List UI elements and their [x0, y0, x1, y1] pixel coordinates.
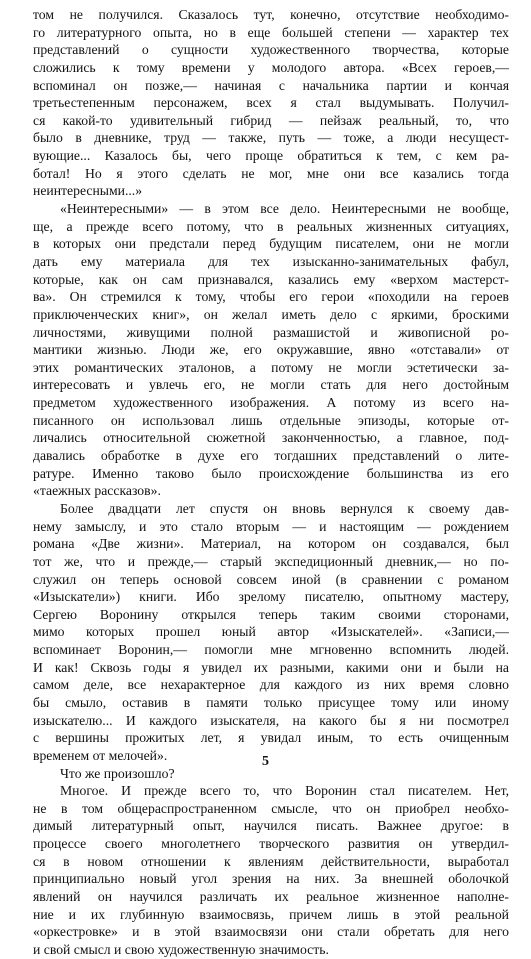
- text-line: вующие... Казалось бы, чего проще обратиться к тем, с кем ра-: [33, 148, 509, 164]
- text-line: ботал! Но я этого сделать не мог, мне они все казались тогда: [33, 165, 509, 181]
- text-line: том не получился. Сказалось тут, конечно, отсутствие необходимо-: [33, 7, 509, 22]
- text-line: И как! Сквозь годы я увидел их разными, какими они и были на: [33, 659, 509, 675]
- text-line: романа «Две жизни». Материал, на котором он создавался, был: [33, 536, 509, 552]
- text-line: мантики жизнью. Люди же, его окружавшие, явно «отставали» от: [33, 342, 509, 358]
- text-line: которые, как он сам признавался, казались ему «верхом мастерст-: [33, 271, 509, 287]
- text-line: Что же произошло?: [60, 765, 175, 781]
- text-line: не в том общераспространенном смысле, что он приобрел необхо-: [33, 800, 509, 816]
- text-line: ся в новом отношении к явлениям действительности, выработал: [33, 853, 509, 869]
- text-line: «таежных рассказов».: [33, 483, 161, 499]
- text-line: ние и их глубинную взаимосвязь, причем лишь в этой реальной: [33, 906, 509, 922]
- text-line: этих романтических эталонов, а потому не могли эстетически за-: [33, 359, 509, 375]
- text-line: мимо которых прошел юный автор «Изыскателей». «Записи,—: [33, 624, 509, 640]
- text-line: изыскателю... И каждого изыскателя, на какого бы я ни посмотрел: [33, 712, 509, 728]
- text-line: нему замыслу, и это стало вторым — и настоящим — рождением: [33, 518, 509, 534]
- text-line: вспоминает Воронин,— помогли мне мгновенно вспомнить людей.: [33, 642, 509, 658]
- text-line: служил он теперь основой совсем иной (в сравнении с романом: [33, 571, 509, 587]
- text-line: было в дневнике, труд — также, путь — тоже, а люди несущест-: [33, 130, 509, 146]
- text-line: ва». Он стремился к тому, чтобы его герои «походили на героев: [33, 289, 509, 305]
- text-line: ратуре. Именно таково было происхождение большинства из его: [33, 465, 509, 481]
- text-line: и свой смысл и свою художественную значимость.: [33, 941, 329, 957]
- text-line: личностями, живущими полной размашистой и живописной ро-: [33, 324, 509, 340]
- text-line: тот же, что и прежде,— старый экспедиционный дневник,— но по-: [33, 553, 509, 569]
- text-line: писанного он использовал лишь отдельные эпизоды, которые от-: [33, 412, 509, 428]
- text-line: ся какой-то удивительный гибрид — пейзаж реальный, то, что: [33, 112, 509, 128]
- text-line: принципиально новый угол зрения на них. За внешней оболочкой: [33, 871, 509, 887]
- text-line: явлений он научился различать их реальное жизненное наполне-: [33, 889, 509, 905]
- text-line: в которых они предстали перед будущим писателем, они не могли: [33, 236, 509, 252]
- text-line: временем от мелочей».: [33, 747, 168, 763]
- page-number: 5: [262, 754, 269, 769]
- page-text-block: [33, 6, 509, 959]
- text-line: сложились к тому времени у молодого автора. «Всех героев,—: [33, 59, 509, 75]
- text-line: давались обработке в духе его тогдашних представлений о лите-: [33, 448, 509, 464]
- text-line: неинтересными...»: [33, 183, 143, 199]
- text-line: ще, а прежде всего потому, что в реальных жизненных ситуациях,: [33, 218, 509, 234]
- text-line: го литературного опыта, но в еще большей степени — характер тех: [33, 24, 509, 40]
- text-line: «Изыскатели») книги. Ибо зрелому писателю, опытному мастеру,: [33, 589, 509, 605]
- text-line: процессе своего многолетнего творческого развития он утвердил-: [33, 836, 509, 852]
- text-line: интересовать и увлечь его, не могли стать для него достойным: [33, 377, 509, 393]
- text-line: Более двадцати лет спустя он вновь вернулся к своему дав-: [60, 500, 509, 516]
- text-line: вспоминал он позже,— начиная с начальника партии и кончая: [33, 77, 509, 93]
- text-line: бы смыло, оставив в памяти только присущее тому или иному: [33, 694, 509, 710]
- text-line: личались относительной сюжетной законченностью, а главное, под-: [33, 430, 509, 446]
- text-line: Сергею Воронину открылся теперь таким своими сторонами,: [33, 606, 509, 622]
- text-line: самом деле, все нехарактерное для каждого из них время словно: [33, 677, 509, 693]
- text-line: «оркестровке» и в этой взаимосвязи они стали обретать для него: [33, 924, 509, 940]
- text-line: третьестепенным персонажем, всех я стал выдумывать. Получил-: [33, 95, 509, 111]
- text-line: представлений о сущности художественного творчества, которые: [33, 42, 509, 58]
- text-line: дать ему материала для тех изысканно-занимательных фабул,: [33, 253, 509, 269]
- text-line: предметом художественного изображения. А потому из всего на-: [33, 395, 509, 411]
- text-line: с вершины прожитых лет, я увидал иным, то есть очищенным: [33, 730, 509, 746]
- text-line: димый литературный опыт, научился писать. Важнее другое: в: [33, 818, 509, 834]
- text-line: «Неинтересными» — в этом все дело. Неинтересными не вообще,: [60, 201, 509, 217]
- text-line: Многое. И прежде всего то, что Воронин стал писателем. Нет,: [60, 783, 509, 799]
- text-line: приключенческих книг», он желал иметь дело с яркими, броскими: [33, 306, 509, 322]
